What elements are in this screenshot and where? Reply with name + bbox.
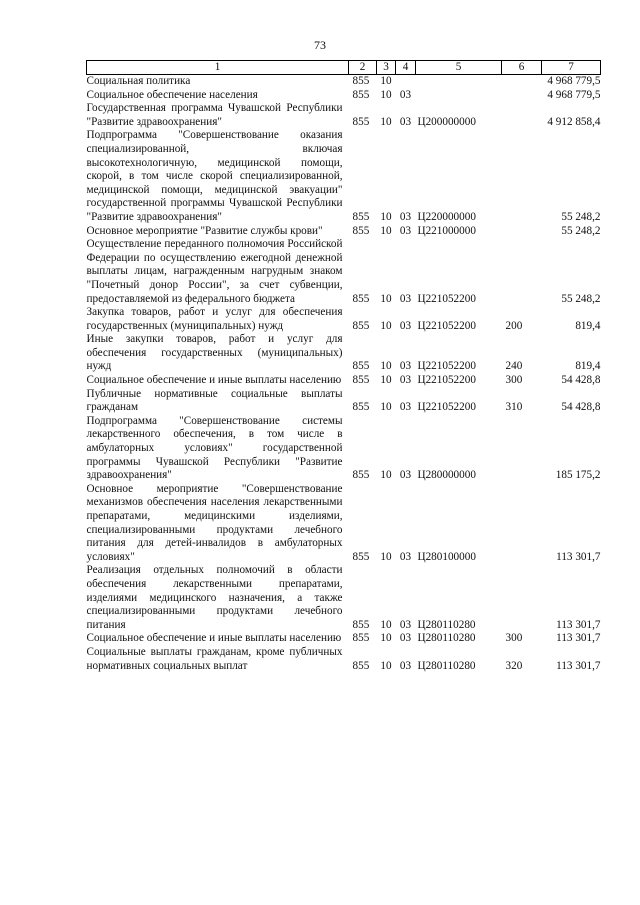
row-target-code: Ц221052200 xyxy=(417,401,476,414)
row-subsection-code: 03 xyxy=(399,360,412,373)
row-gr-code: 855 xyxy=(352,632,370,645)
row-amount: 55 248,2 xyxy=(561,292,601,305)
header-row xyxy=(87,61,601,75)
row-section-code: 10 xyxy=(380,618,392,631)
row-gr-code: 855 xyxy=(352,401,370,414)
table-row xyxy=(87,102,601,129)
row-subsection-code xyxy=(396,75,416,89)
row-amount: 819,4 xyxy=(575,360,601,373)
row-gr-code: 855 xyxy=(352,88,370,101)
row-amount: 113 301,7 xyxy=(556,618,601,631)
row-name: Социальное обеспечение и иные выплаты населению xyxy=(86,374,342,387)
row-section-code: 10 xyxy=(380,374,392,387)
table-row xyxy=(87,564,601,632)
row-amount: 113 301,7 xyxy=(556,659,601,672)
row-gr-code: 855 xyxy=(352,292,370,305)
row-amount: 4 968 779,5 xyxy=(547,75,601,87)
row-name: Основное мероприятие "Совершенствование механизмов обеспечения населения лекарственными препаратами, медицинскими изделиями, специализированными продуктами лечебного питания для детей-инвалидов в амбулаторных условиях" xyxy=(86,482,343,563)
row-section-code: 10 xyxy=(380,401,392,414)
row-section-code: 10 xyxy=(380,550,392,563)
row-expense-type-code xyxy=(502,75,542,89)
row-target-code: Ц280110280 xyxy=(417,632,476,645)
row-section-code: 10 xyxy=(380,632,392,645)
row-expense-type-code xyxy=(502,415,542,483)
row-target-code: Ц221052200 xyxy=(417,292,476,305)
row-section-code: 10 xyxy=(380,88,392,101)
row-expense-type-code xyxy=(502,129,542,224)
row-subsection-code: 03 xyxy=(399,659,412,672)
row-target-code: Ц280110280 xyxy=(417,659,476,672)
row-amount: 819,4 xyxy=(575,319,601,332)
row-expense-type-code xyxy=(502,483,542,565)
row-subsection-code: 03 xyxy=(399,210,412,223)
row-name: Подпрограмма "Совершенствование системы лекарственного обеспечения, в том числе в амбулаторных условиях" государственной программы Чувашской Республики "Развитие здравоохранения" xyxy=(86,414,343,482)
row-name: Государственная программа Чувашской Республики "Развитие здравоохранения" xyxy=(86,102,343,128)
row-gr-code: 855 xyxy=(352,360,370,373)
row-amount: 55 248,2 xyxy=(561,210,601,223)
row-expense-type-code xyxy=(502,225,542,239)
table-row xyxy=(87,415,601,483)
row-amount: 54 428,8 xyxy=(561,401,601,414)
table-row xyxy=(87,374,601,388)
row-name: Закупка товаров, работ и услуг для обеспечения государственных (муниципальных) нужд xyxy=(86,306,343,332)
row-target-code: Ц221052200 xyxy=(417,319,476,332)
row-name: Осуществление переданного полномочия Российской Федерации по осуществлению ежегодной денежной выплаты лицам, награжденным нагрудным знаком "Почетный донор России", за счет субвенции, предоставляемой из федерального бюджета xyxy=(86,238,343,305)
table-row xyxy=(87,646,601,673)
row-target-code: Ц280110280 xyxy=(417,618,476,631)
row-name: Подпрограмма "Совершенствование оказания специализированной, включая высокотехнологичную, медицинской помощи, скорой, в том числе скорой специализированной, медицинской помощи, медицинской эвакуации" государственной программы Чувашской Республики "Развитие здравоохранения" xyxy=(86,129,343,223)
row-gr-code: 855 xyxy=(352,659,370,672)
row-target-code xyxy=(416,75,502,89)
table-row xyxy=(87,238,601,306)
row-expense-type-code: 320 xyxy=(505,659,523,672)
row-target-code: Ц280000000 xyxy=(417,469,476,482)
row-amount: 4 912 858,4 xyxy=(547,115,601,128)
row-subsection-code: 03 xyxy=(399,319,412,332)
row-section-code: 10 xyxy=(380,292,392,305)
row-amount: 4 968 779,5 xyxy=(547,88,601,101)
row-amount: 55 248,2 xyxy=(561,224,601,237)
row-expense-type-code xyxy=(502,238,542,306)
col-header-2: 2 xyxy=(349,61,377,75)
row-gr-code: 855 xyxy=(352,374,370,387)
col-header-6: 6 xyxy=(502,61,542,75)
table-row xyxy=(87,89,601,103)
row-subsection-code: 03 xyxy=(399,374,412,387)
col-header-5: 5 xyxy=(416,61,502,75)
row-gr-code: 855 xyxy=(352,550,370,563)
table-row xyxy=(87,333,601,374)
row-subsection-code: 03 xyxy=(399,88,412,101)
row-section-code: 10 xyxy=(380,360,392,373)
row-name: Реализация отдельных полномочий в области обеспечения лекарственными препаратами, изделиями медицинского назначения, а также специализированными продуктами лечебного питания xyxy=(86,564,343,631)
budget-table xyxy=(86,60,601,673)
row-expense-type-code: 240 xyxy=(505,360,523,373)
page-number: 73 xyxy=(314,38,326,52)
row-gr-code: 855 xyxy=(352,75,370,87)
col-header-4: 4 xyxy=(396,61,416,75)
row-name: Социальные выплаты гражданам, кроме публичных нормативных социальных выплат xyxy=(86,645,343,672)
row-section-code: 10 xyxy=(380,224,392,237)
row-gr-code: 855 xyxy=(352,469,370,482)
row-expense-type-code: 200 xyxy=(505,319,523,332)
row-name: Социальная политика xyxy=(86,75,191,87)
row-expense-type-code xyxy=(502,564,542,632)
row-subsection-code: 03 xyxy=(399,550,412,563)
row-section-code: 10 xyxy=(380,469,392,482)
row-section-code: 10 xyxy=(380,659,392,672)
row-section-code: 10 xyxy=(380,319,392,332)
row-gr-code: 855 xyxy=(352,319,370,332)
row-subsection-code: 03 xyxy=(399,292,412,305)
row-subsection-code: 03 xyxy=(399,632,412,645)
row-gr-code: 855 xyxy=(352,115,370,128)
row-amount: 185 175,2 xyxy=(555,469,601,482)
row-expense-type-code xyxy=(502,102,542,129)
row-subsection-code: 03 xyxy=(399,401,412,414)
row-section-code: 10 xyxy=(380,210,392,223)
col-header-7: 7 xyxy=(542,61,601,75)
row-amount: 113 301,7 xyxy=(556,632,601,645)
row-gr-code: 855 xyxy=(352,618,370,631)
table-row xyxy=(87,483,601,565)
row-name: Социальное обеспечение и иные выплаты населению xyxy=(86,632,342,645)
row-target-code: Ц221000000 xyxy=(417,224,476,237)
row-subsection-code: 03 xyxy=(399,224,412,237)
row-section-code: 10 xyxy=(380,115,392,128)
table-row xyxy=(87,129,601,224)
table-row xyxy=(87,75,601,89)
row-target-code: Ц220000000 xyxy=(417,210,476,223)
row-subsection-code: 03 xyxy=(399,115,412,128)
row-section-code: 10 xyxy=(380,75,392,87)
row-subsection-code: 03 xyxy=(399,618,412,631)
col-header-3: 3 xyxy=(377,61,396,75)
row-target-code: Ц280100000 xyxy=(417,550,476,563)
row-target-code: Ц221052200 xyxy=(417,374,476,387)
row-name: Основное мероприятие "Развитие службы крови" xyxy=(86,224,323,237)
table-row xyxy=(87,632,601,646)
row-name: Публичные нормативные социальные выплаты гражданам xyxy=(86,387,343,414)
row-gr-code: 855 xyxy=(352,224,370,237)
row-expense-type-code: 300 xyxy=(505,374,523,387)
row-amount: 54 428,8 xyxy=(561,374,601,387)
col-header-1: 1 xyxy=(87,61,349,75)
table-row xyxy=(87,388,601,415)
row-target-code: Ц200000000 xyxy=(417,115,476,128)
table-body xyxy=(87,75,601,674)
row-expense-type-code xyxy=(502,89,542,103)
table-row xyxy=(87,306,601,333)
row-subsection-code: 03 xyxy=(399,469,412,482)
row-gr-code: 855 xyxy=(352,210,370,223)
row-target-code xyxy=(416,89,502,103)
row-expense-type-code: 310 xyxy=(505,401,523,414)
row-name: Социальное обеспечение населения xyxy=(86,88,258,101)
row-expense-type-code: 300 xyxy=(505,632,523,645)
row-name: Иные закупки товаров, работ и услуг для обеспечения государственных (муниципальных) нужд xyxy=(86,333,343,373)
row-amount: 113 301,7 xyxy=(556,550,601,563)
table-row xyxy=(87,225,601,239)
row-target-code: Ц221052200 xyxy=(417,360,476,373)
